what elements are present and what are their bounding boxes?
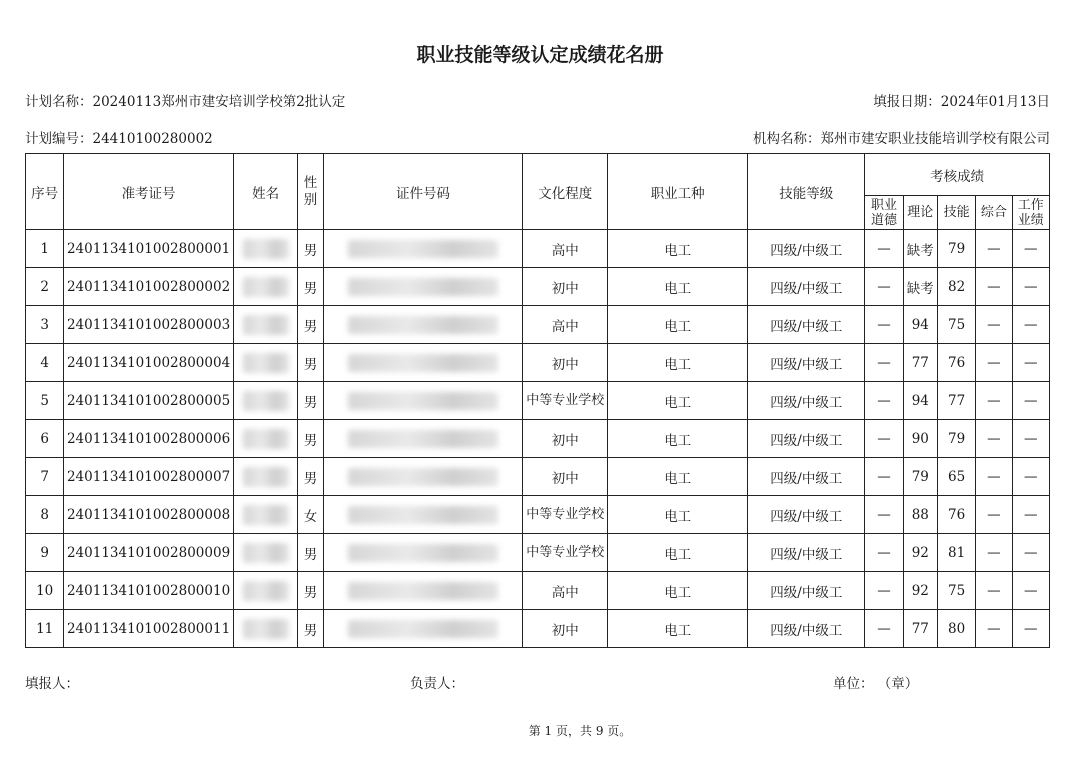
cell-work: — [1012,382,1049,420]
cell-level: 四级/中级工 [748,382,865,420]
cell-name [233,268,298,306]
cell-work: — [1012,534,1049,572]
cell-id-no [323,230,523,268]
cell-work: — [1012,420,1049,458]
meta-row-org [25,127,1050,147]
cell-skill: 82 [937,268,975,306]
redacted-name [243,277,289,297]
cell-seq: 9 [26,534,64,572]
cell-ethics: — [865,496,903,534]
header-seq: 序号 [26,154,64,230]
cell-overall: — [976,382,1012,420]
cell-id-no [323,496,523,534]
header-overall: 综合 [976,196,1012,230]
cell-exam-no: 2401134101002800006 [64,420,233,458]
cell-overall: — [976,572,1012,610]
cell-level: 四级/中级工 [748,344,865,382]
cell-education: 高中 [523,230,608,268]
cell-ethics: — [865,420,903,458]
cell-theory: 92 [903,572,937,610]
cell-overall: — [976,420,1012,458]
table-body [26,230,1050,648]
header-row [26,154,1050,196]
filler-label: 填报人： [25,676,79,692]
cell-skill: 76 [937,496,975,534]
cell-ethics: — [865,230,903,268]
header-gender: 性别 [298,154,323,230]
table-row [26,572,1050,610]
cell-exam-no: 2401134101002800002 [64,268,233,306]
redacted-name [243,581,289,601]
document-title: 职业技能等级认定成绩花名册 [416,44,664,66]
table-row [26,268,1050,306]
redacted-id-number [348,316,498,334]
cell-skill: 77 [937,382,975,420]
cell-seq: 11 [26,610,64,648]
cell-gender: 男 [298,572,323,610]
cell-skill: 81 [937,534,975,572]
cell-exam-no: 2401134101002800004 [64,344,233,382]
cell-overall: — [976,306,1012,344]
redacted-name [243,619,289,639]
cell-id-no [323,420,523,458]
cell-job: 电工 [608,534,748,572]
cell-gender: 男 [298,382,323,420]
redacted-name [243,353,289,373]
cell-work: — [1012,306,1049,344]
redacted-id-number [348,278,498,296]
redacted-id-number [348,620,498,638]
organization-name: 机构名称：郑州市建安职业技能培训学校有限公司 [753,131,1050,147]
cell-ethics: — [865,344,903,382]
cell-gender: 男 [298,306,323,344]
cell-id-no [323,534,523,572]
cell-name [233,534,298,572]
cell-theory: 缺考 [903,230,937,268]
redacted-id-number [348,544,498,562]
cell-overall: — [976,534,1012,572]
cell-exam-no: 2401134101002800003 [64,306,233,344]
cell-education: 中等专业学校 [523,496,608,534]
cell-theory: 缺考 [903,268,937,306]
cell-job: 电工 [608,458,748,496]
cell-work: — [1012,458,1049,496]
cell-level: 四级/中级工 [748,610,865,648]
cell-education: 中等专业学校 [523,382,608,420]
cell-work: — [1012,572,1049,610]
cell-name [233,306,298,344]
cell-theory: 94 [903,382,937,420]
cell-education: 高中 [523,306,608,344]
table-row [26,496,1050,534]
cell-gender: 男 [298,458,323,496]
cell-job: 电工 [608,268,748,306]
cell-id-no [323,268,523,306]
cell-name [233,420,298,458]
cell-theory: 77 [903,344,937,382]
redacted-name [243,315,289,335]
cell-exam-no: 2401134101002800009 [64,534,233,572]
redacted-name [243,505,289,525]
table-row [26,230,1050,268]
cell-seq: 6 [26,420,64,458]
redacted-id-number [348,506,498,524]
cell-education: 初中 [523,610,608,648]
header-skill: 技能 [937,196,975,230]
cell-job: 电工 [608,572,748,610]
cell-education: 初中 [523,420,608,458]
cell-gender: 男 [298,344,323,382]
cell-skill: 79 [937,420,975,458]
redacted-name [243,467,289,487]
cell-ethics: — [865,268,903,306]
cell-work: — [1012,610,1049,648]
redacted-name [243,239,289,259]
cell-education: 初中 [523,458,608,496]
cell-job: 电工 [608,496,748,534]
cell-work: — [1012,344,1049,382]
cell-seq: 8 [26,496,64,534]
cell-job: 电工 [608,420,748,458]
cell-id-no [323,572,523,610]
score-roster-table [25,153,1050,648]
cell-seq: 2 [26,268,64,306]
cell-seq: 5 [26,382,64,420]
fill-date: 填报日期：2024年01月13日 [873,94,1050,110]
person-in-charge-label: 负责人： [410,676,464,692]
cell-gender: 女 [298,496,323,534]
cell-level: 四级/中级工 [748,420,865,458]
plan-number: 计划编号：24410100280002 [25,131,213,147]
cell-id-no [323,344,523,382]
cell-job: 电工 [608,230,748,268]
cell-overall: — [976,230,1012,268]
cell-seq: 7 [26,458,64,496]
cell-gender: 男 [298,610,323,648]
cell-work: — [1012,496,1049,534]
cell-name [233,572,298,610]
cell-theory: 94 [903,306,937,344]
cell-job: 电工 [608,344,748,382]
cell-theory: 88 [903,496,937,534]
cell-ethics: — [865,382,903,420]
header-job: 职业工种 [608,154,748,230]
header-education: 文化程度 [523,154,608,230]
cell-ethics: — [865,610,903,648]
cell-level: 四级/中级工 [748,306,865,344]
cell-seq: 3 [26,306,64,344]
cell-education: 初中 [523,268,608,306]
cell-overall: — [976,496,1012,534]
cell-name [233,610,298,648]
redacted-name [243,543,289,563]
unit-seal-label: 单位： （章） [833,676,919,692]
cell-id-no [323,306,523,344]
cell-ethics: — [865,572,903,610]
cell-theory: 77 [903,610,937,648]
cell-education: 中等专业学校 [523,534,608,572]
redacted-id-number [348,354,498,372]
redacted-name [243,391,289,411]
cell-level: 四级/中级工 [748,572,865,610]
cell-name [233,458,298,496]
cell-level: 四级/中级工 [748,458,865,496]
cell-skill: 80 [937,610,975,648]
redacted-name [243,429,289,449]
cell-exam-no: 2401134101002800005 [64,382,233,420]
cell-name [233,230,298,268]
table-row [26,344,1050,382]
cell-overall: — [976,610,1012,648]
cell-theory: 90 [903,420,937,458]
cell-work: — [1012,230,1049,268]
cell-overall: — [976,458,1012,496]
cell-skill: 79 [937,230,975,268]
plan-name: 计划名称：20240113郑州市建安培训学校第2批认定 [25,94,346,110]
cell-seq: 4 [26,344,64,382]
redacted-id-number [348,240,498,258]
header-work: 工作业绩 [1012,196,1049,230]
cell-gender: 男 [298,268,323,306]
cell-skill: 76 [937,344,975,382]
cell-skill: 75 [937,572,975,610]
cell-name [233,382,298,420]
cell-theory: 92 [903,534,937,572]
cell-gender: 男 [298,420,323,458]
header-id-no: 证件号码 [323,154,523,230]
redacted-id-number [348,430,498,448]
cell-gender: 男 [298,230,323,268]
cell-exam-no: 2401134101002800008 [64,496,233,534]
cell-ethics: — [865,534,903,572]
table-row [26,534,1050,572]
cell-id-no [323,610,523,648]
cell-ethics: — [865,458,903,496]
cell-seq: 1 [26,230,64,268]
header-exam-no: 准考证号 [64,154,233,230]
cell-exam-no: 2401134101002800007 [64,458,233,496]
table-row [26,382,1050,420]
table-row [26,420,1050,458]
cell-ethics: — [865,306,903,344]
meta-row-plan [25,90,1050,110]
cell-level: 四级/中级工 [748,230,865,268]
header-level: 技能等级 [748,154,865,230]
redacted-id-number [348,468,498,486]
cell-id-no [323,458,523,496]
header-ethics: 职业道德 [865,196,903,230]
cell-exam-no: 2401134101002800010 [64,572,233,610]
cell-exam-no: 2401134101002800001 [64,230,233,268]
cell-exam-no: 2401134101002800011 [64,610,233,648]
cell-skill: 75 [937,306,975,344]
cell-level: 四级/中级工 [748,268,865,306]
cell-skill: 65 [937,458,975,496]
cell-overall: — [976,268,1012,306]
header-score-group: 考核成绩 [865,154,1050,196]
cell-job: 电工 [608,306,748,344]
cell-id-no [323,382,523,420]
redacted-id-number [348,392,498,410]
table-row [26,458,1050,496]
table-row [26,610,1050,648]
page-indicator: 第 1 页，共 9 页。 [528,724,632,738]
cell-overall: — [976,344,1012,382]
cell-gender: 男 [298,534,323,572]
redacted-id-number [348,582,498,600]
cell-seq: 10 [26,572,64,610]
cell-level: 四级/中级工 [748,496,865,534]
cell-name [233,344,298,382]
cell-job: 电工 [608,610,748,648]
cell-job: 电工 [608,382,748,420]
cell-work: — [1012,268,1049,306]
header-name: 姓名 [233,154,298,230]
cell-theory: 79 [903,458,937,496]
header-theory: 理论 [903,196,937,230]
cell-level: 四级/中级工 [748,534,865,572]
cell-education: 初中 [523,344,608,382]
table-row [26,306,1050,344]
cell-education: 高中 [523,572,608,610]
cell-name [233,496,298,534]
